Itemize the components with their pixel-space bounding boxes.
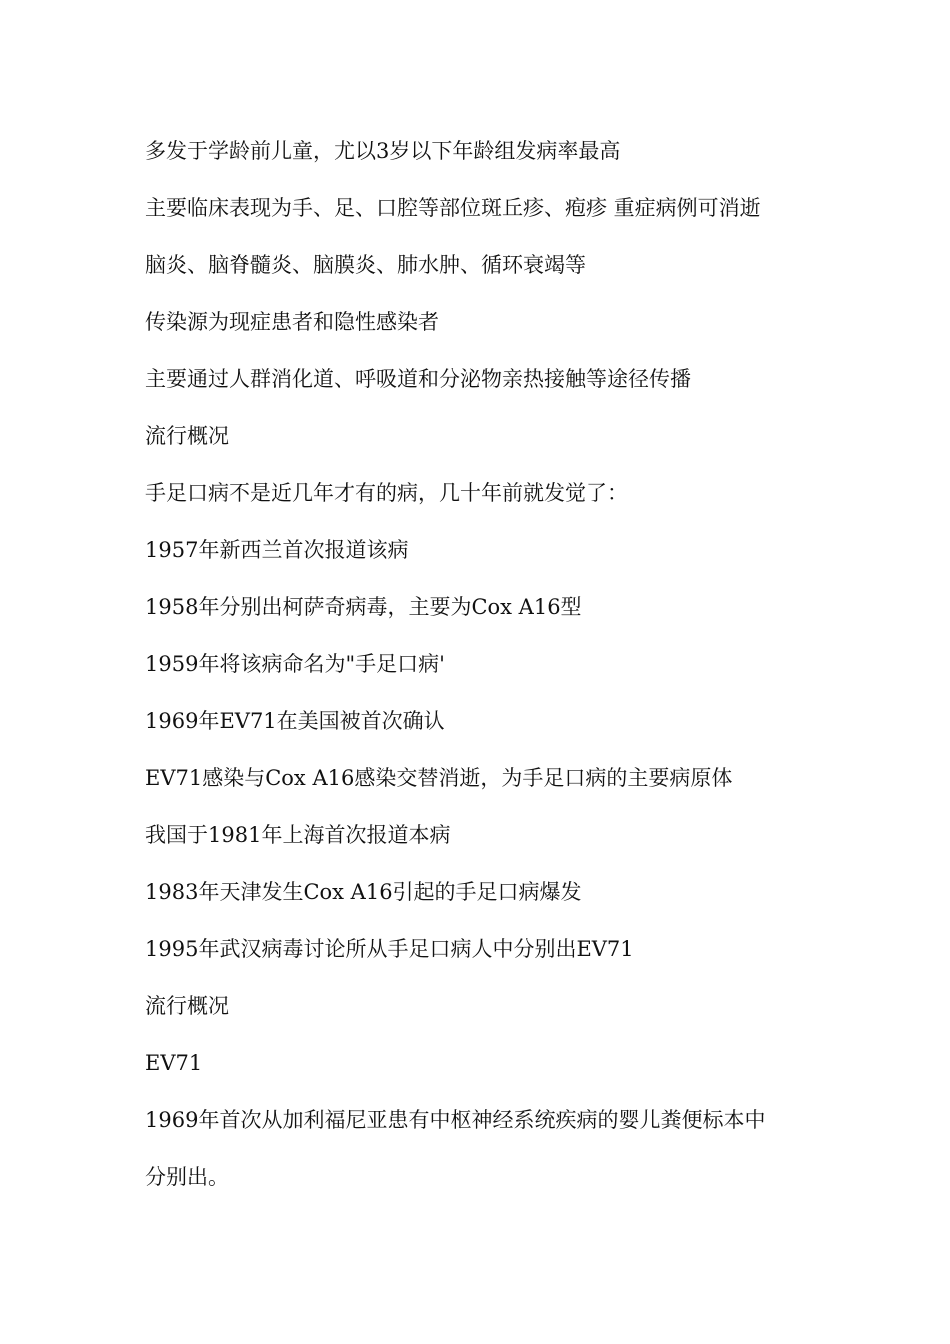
text-line-history-intro: 手足口病不是近几年才有的病，几十年前就发觉了： xyxy=(145,481,628,505)
text-line-main-pathogen: EV71感染与Cox A16感染交替消逝，为手足口病的主要病原体 xyxy=(145,766,733,790)
text-line-1983: 1983年天津发生Cox A16引起的手足口病爆发 xyxy=(145,880,582,904)
text-line-ev71-isolation-cont: 分别出。 xyxy=(145,1165,229,1189)
section-heading-epidemic-overview-2: 流行概况 xyxy=(145,994,229,1018)
text-line-1981: 我国于1981年上海首次报道本病 xyxy=(145,823,451,847)
text-line-1995: 1995年武汉病毒讨论所从手足口病人中分别出EV71 xyxy=(145,937,634,961)
text-line-1959: 1959年将该病命名为"手足口病' xyxy=(145,652,445,676)
text-line-age-group: 多发于学龄前儿童，尤以3岁以下年龄组发病率最高 xyxy=(145,139,621,163)
document-body xyxy=(145,134,825,1217)
section-heading-epidemic-overview: 流行概况 xyxy=(145,424,229,448)
text-line-infection-source: 传染源为现症患者和隐性感染者 xyxy=(145,310,439,334)
text-line-ev71-isolation: 1969年首次从加利福尼亚患有中枢神经系统疾病的婴儿粪便标本中 xyxy=(145,1108,766,1132)
text-line-severe-complications: 脑炎、脑脊髓炎、脑膜炎、肺水肿、循环衰竭等 xyxy=(145,253,586,277)
section-heading-ev71: EV71 xyxy=(145,1051,203,1075)
text-line-transmission-route: 主要通过人群消化道、呼吸道和分泌物亲热接触等途径传播 xyxy=(145,367,691,391)
text-line-1969-ev71: 1969年EV71在美国被首次确认 xyxy=(145,709,445,733)
text-line-clinical-manifestation: 主要临床表现为手、足、口腔等部位斑丘疹、疱疹 重症病例可消逝 xyxy=(145,196,761,220)
text-line-1958: 1958年分别出柯萨奇病毒，主要为Cox A16型 xyxy=(145,595,582,619)
text-line-1957: 1957年新西兰首次报道该病 xyxy=(145,538,409,562)
